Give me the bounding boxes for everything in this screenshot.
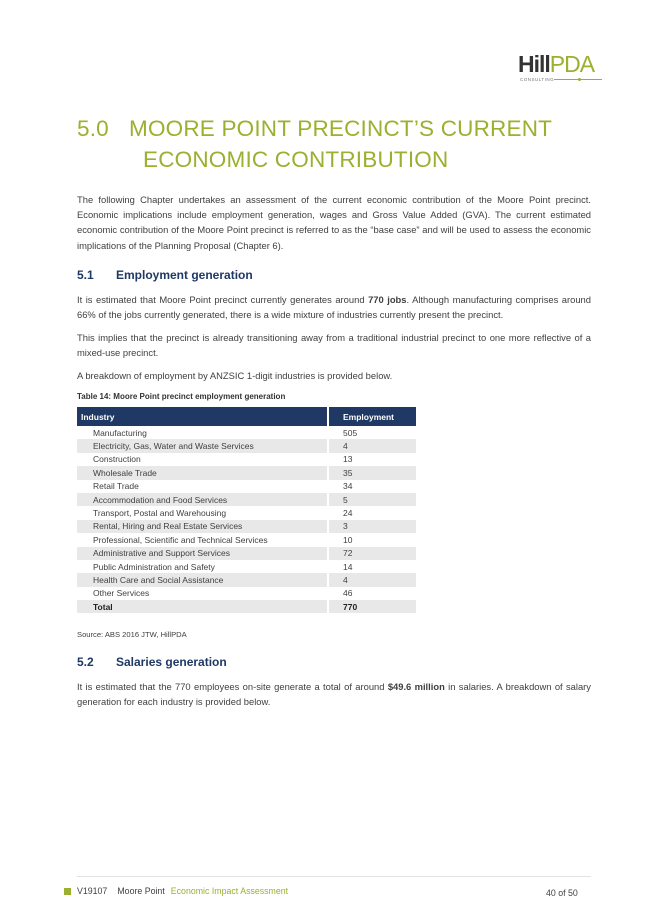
industry-cell: Health Care and Social Assistance bbox=[77, 573, 328, 586]
industry-cell: Administrative and Support Services bbox=[77, 547, 328, 560]
industry-cell: Wholesale Trade bbox=[77, 466, 328, 479]
chapter-number: 5.0 bbox=[77, 116, 109, 141]
industry-cell: Professional, Scientific and Technical Services bbox=[93, 534, 268, 545]
section-number: 5.1 bbox=[77, 268, 94, 282]
section-heading-employment bbox=[77, 268, 253, 282]
employment-paragraph-2: This implies that the precinct is already transitioning away from a traditional industrial precinct to one more reflective of a mixed-use precinct. bbox=[77, 332, 591, 359]
employment-cell: 4 bbox=[328, 573, 416, 586]
page-number: 40 of 50 bbox=[546, 888, 578, 898]
industry-cell: Construction bbox=[93, 454, 141, 465]
header-employment: Employment bbox=[328, 407, 416, 426]
logo-dot bbox=[578, 78, 581, 81]
salaries-paragraph bbox=[77, 679, 591, 709]
table-caption: Table 14: Moore Point precinct employment generation bbox=[77, 392, 286, 401]
chapter-title bbox=[77, 113, 597, 175]
employment-paragraph-1 bbox=[77, 292, 591, 322]
footer bbox=[64, 886, 288, 896]
employment-cell: 46 bbox=[328, 587, 416, 600]
employment-cell: 34 bbox=[328, 480, 416, 493]
text-run: It is estimated that the 770 employees on-site generate a total of around bbox=[77, 681, 388, 692]
table-row bbox=[77, 480, 416, 493]
hillpda-logo bbox=[518, 52, 610, 84]
table-row bbox=[77, 439, 416, 452]
industry-cell: Public Administration and Safety bbox=[93, 561, 215, 572]
table-row bbox=[77, 533, 416, 546]
employment-cell: 13 bbox=[328, 453, 416, 466]
total-value: 770 bbox=[328, 600, 416, 613]
employment-cell: 10 bbox=[328, 533, 416, 546]
table-row bbox=[77, 560, 416, 573]
industry-cell: Electricity, Gas, Water and Waste Services bbox=[77, 439, 328, 452]
table-header-row bbox=[77, 407, 416, 426]
footer-divider bbox=[77, 876, 591, 877]
industry-cell: Retail Trade bbox=[93, 481, 139, 492]
employment-cell: 5 bbox=[328, 493, 416, 506]
footer-square-icon bbox=[64, 888, 71, 895]
employment-cell: 35 bbox=[328, 466, 416, 479]
table-source: Source: ABS 2016 JTW, HillPDA bbox=[77, 630, 187, 639]
table-row bbox=[77, 587, 416, 600]
employment-cell: 4 bbox=[328, 439, 416, 452]
salary-figure: $49.6 million bbox=[387, 681, 445, 692]
logo-pda-text: PDA bbox=[549, 51, 595, 77]
employment-cell: 24 bbox=[328, 506, 416, 519]
total-label: Total bbox=[77, 600, 328, 613]
footer-project-code: V19107 bbox=[77, 886, 108, 896]
employment-cell: 3 bbox=[328, 520, 416, 533]
employment-cell: 505 bbox=[328, 426, 416, 439]
intro-paragraph: The following Chapter undertakes an assessment of the current economic contribution of the Moore Point precinct. Economic implications include employment generation, wages and Gross Value Added (GVA). The current estimated economic contribution of the Moore Point precinct is referred to as the “base case” and will be used to assess the economic implications of the Planning Proposal (Chapter 6). bbox=[77, 194, 591, 251]
chapter-title-line1: MOORE POINT PRECINCT’S CURRENT bbox=[129, 116, 553, 141]
text-run: . Although manufacturing comprises around 66% of the jobs currently generated, there is a wide mixture of industries currently present the precinct. bbox=[77, 294, 591, 321]
table-row bbox=[77, 426, 416, 439]
industry-cell: Manufacturing bbox=[93, 427, 147, 438]
logo-wordmark bbox=[518, 52, 594, 76]
table-row bbox=[77, 520, 416, 533]
table-row bbox=[77, 493, 416, 506]
employment-cell: 72 bbox=[328, 547, 416, 560]
employment-paragraph-3: A breakdown of employment by ANZSIC 1-digit industries is provided below. bbox=[77, 370, 393, 381]
logo-subtitle: CONSULTING bbox=[520, 77, 555, 82]
section-title: Salaries generation bbox=[116, 655, 227, 669]
footer-document-title: Economic Impact Assessment bbox=[170, 886, 289, 896]
table-row bbox=[77, 573, 416, 586]
footer-site-name: Moore Point bbox=[117, 886, 165, 896]
header-industry: Industry bbox=[77, 407, 328, 426]
table-row bbox=[77, 453, 416, 466]
table-total-row bbox=[77, 600, 416, 613]
table-body bbox=[77, 426, 416, 613]
employment-cell: 14 bbox=[328, 560, 416, 573]
section-title: Employment generation bbox=[116, 268, 253, 282]
logo-hill-text: Hill bbox=[518, 51, 550, 77]
table-row bbox=[77, 506, 416, 519]
chapter-title-line2: ECONOMIC CONTRIBUTION bbox=[143, 147, 449, 172]
employment-table bbox=[77, 407, 416, 613]
table-row bbox=[77, 466, 416, 479]
industry-cell: Transport, Postal and Warehousing bbox=[93, 508, 227, 519]
text-run: in salaries. A breakdown of salary generation for each industry is provided below. bbox=[77, 681, 591, 708]
section-heading-salaries bbox=[77, 655, 227, 669]
industry-cell: Accommodation and Food Services bbox=[77, 493, 328, 506]
industry-cell: Rental, Hiring and Real Estate Services bbox=[77, 520, 328, 533]
section-number: 5.2 bbox=[77, 655, 94, 669]
text-run: It is estimated that Moore Point precinct currently generates around bbox=[77, 294, 369, 305]
jobs-figure: 770 jobs bbox=[368, 294, 407, 305]
industry-cell: Other Services bbox=[93, 588, 150, 599]
table-row bbox=[77, 547, 416, 560]
